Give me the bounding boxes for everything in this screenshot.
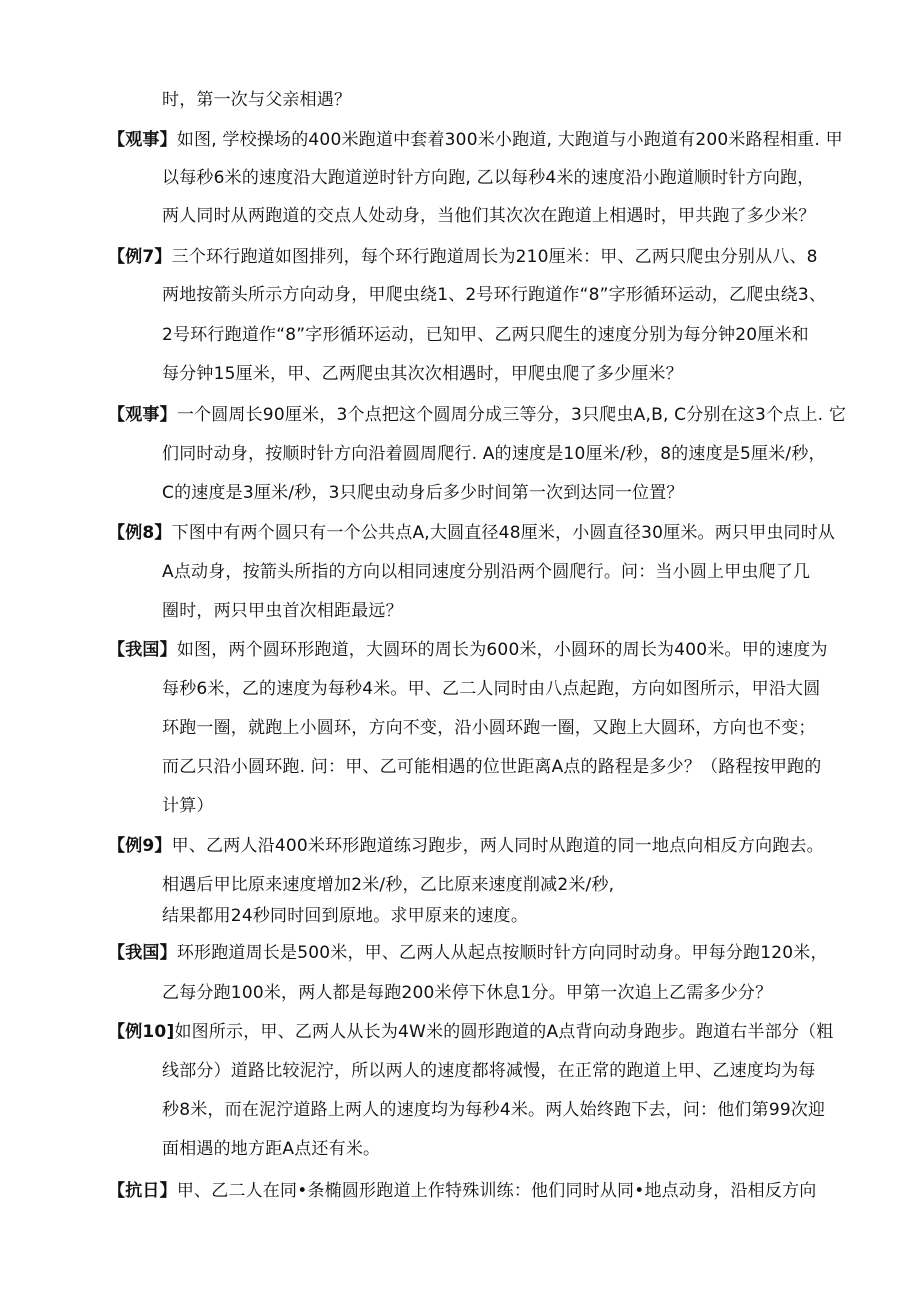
problem-line: 圈时，两只甲虫首次相距最远？ (162, 601, 403, 621)
problem-tag: 【我国】 (108, 943, 177, 963)
problem-line: 结果都用24秒同时回到原地。求甲原来的速度。 (162, 906, 529, 926)
problem-resistance (108, 1181, 816, 1201)
problem-continuation (162, 90, 351, 110)
problem-line: 如图, 学校操场的400米跑道中套着300米小跑道, 大跑道与小跑道有200米路程相重. 甲 (176, 130, 843, 150)
problem-line: 环跑一圈，就跑上小圆环，方向不变，沿小圆环跑一圈，又跑上大圆环，方向也不变； (162, 718, 816, 738)
problem-line: 每分钟15厘米，甲、乙两爬虫其次次相遇时，甲爬虫爬了多少厘米？ (162, 364, 683, 384)
problem-line-row (162, 1139, 380, 1159)
problem-line-row (162, 1061, 816, 1081)
problem-line: 以每秒6米的速度沿大跑道逆时针方向跑, 乙以每秒4米的速度沿小跑道顺时针方向跑， (162, 168, 815, 188)
problem-line: 面相遇的地方距A点还有米。 (162, 1139, 381, 1159)
problem-line: 环形跑道周长是500米，甲、乙两人从起点按顺时针方向同时动身。甲每分跑120米， (176, 943, 828, 963)
problem-line: 一个圆周长90厘米，3个点把这个圆周分成三等分，3只爬虫A,B, C分别在这3个点上. 它 (176, 405, 847, 425)
problem-china-1 (108, 640, 828, 660)
problem-example-9 (108, 836, 824, 856)
problem-line: 甲、乙二人在同•条椭圆形跑道上作特殊训练：他们同时从同•地点动身，沿相反方向 (176, 1181, 817, 1201)
problem-line-row (162, 679, 820, 699)
problem-tag: 【例10] (108, 1022, 175, 1042)
problem-line: 两地按箭头所示方向动身，甲爬虫绕1、2号环行跑道作“8”字形循环运动，乙爬虫绕3、 (162, 285, 827, 305)
problem-line-row (162, 796, 214, 816)
problem-line: 们同时动身，按顺时针方向沿着圆周爬行. A的速度是10厘米/秒，8的速度是5厘米/秒， (162, 444, 826, 464)
problem-line-row (162, 757, 821, 777)
problem-line-row (162, 601, 403, 621)
problem-example-8 (108, 523, 835, 543)
problem-line: A点动身，按箭头所指的方向以相同速度分别沿两个圆爬行。问：当小圆上甲虫爬了几 (162, 562, 811, 582)
problem-tag: 【例8】 (108, 523, 172, 543)
problem-line-row (162, 483, 684, 503)
problem-line: 而乙只沿小圆环跑. 问：甲、乙可能相遇的位世距离A点的路程是多少？（路程按甲跑的 (162, 757, 822, 777)
problem-observe-2 (108, 405, 846, 425)
problem-line: 2号环行跑道作“8”字形循环运动，已知甲、乙两只爬生的速度分别为每分钟20厘米和 (162, 325, 809, 345)
problem-line: 如图，两个圆环形跑道，大圆环的周长为600米，小圆环的周长为400米。甲的速度为 (176, 640, 828, 660)
problem-line: 每秒6米，乙的速度为每秒4米。甲、乙二人同时由八点起跑，方向如图所示，甲沿大圆 (162, 679, 821, 699)
problem-line-row (162, 325, 809, 345)
problem-line: 计算） (162, 796, 214, 816)
problem-line-row (162, 562, 810, 582)
problem-line: 线部分）道路比较泥泞，所以两人的速度都将减慢，在正常的跑道上甲、乙速度均为每 (162, 1061, 816, 1081)
problem-china-2 (108, 943, 828, 963)
problem-line-row (162, 206, 816, 226)
problem-example-10 (108, 1022, 834, 1042)
problem-line: 乙每分跑100米，两人都是每跑200米停下休息1分。甲第一次追上乙需多少分？ (162, 983, 773, 1003)
problem-line-row (162, 168, 814, 188)
problem-example-7 (108, 247, 818, 267)
problem-observe-1 (108, 130, 843, 150)
problem-line: 下图中有两个圆只有一个公共点A,大圆直径48厘米，小圆直径30厘米。两只甲虫同时从 (171, 523, 836, 543)
problem-tag: 【例9】 (108, 836, 172, 856)
problem-line-row (162, 1100, 825, 1120)
problem-tag: 【例7】 (108, 247, 172, 267)
problem-line: 时，第一次与父亲相遇？ (162, 90, 352, 110)
problem-line: 如图所示，甲、乙两人从长为4W米的圆形跑道的A点背向动身跑步。跑道右半部分（粗 (174, 1022, 834, 1042)
problem-line-row (162, 444, 826, 464)
problem-line: 甲、乙两人沿400米环形跑道练习跑步，两人同时从跑道的同一地点向相反方向跑去。 (171, 836, 824, 856)
problem-tag: 【我国】 (108, 640, 177, 660)
problem-line-row (162, 285, 826, 305)
problem-line: 两人同时从两跑道的交点人处动身，当他们其次次在跑道上相遇时，甲共跑了多少米？ (162, 206, 816, 226)
problem-line-row (162, 906, 528, 926)
problem-tag: 【抗日】 (108, 1181, 177, 1201)
problem-line-row (162, 983, 772, 1003)
problem-tag: 【观事】 (108, 130, 177, 150)
problem-line-row (162, 718, 816, 738)
problem-tag: 【观事】 (108, 405, 177, 425)
problem-line: 相遇后甲比原来速度增加2米/秒，乙比原来速度削减2米/秒, (162, 875, 615, 895)
problem-line: 秒8米，而在泥泞道路上两人的速度均为每秒4米。两人始终跑下去，问：他们第99次迎 (162, 1100, 826, 1120)
problem-line: C的速度是3厘米/秒，3只爬虫动身后多少时间第一次到达同一位置？ (162, 483, 684, 503)
problem-line: 三个环行跑道如图排列，每个环行跑道周长为210厘米：甲、乙两只爬虫分别从八、8 (171, 247, 818, 267)
problem-line-row (162, 875, 614, 895)
problem-line-row (162, 364, 683, 384)
